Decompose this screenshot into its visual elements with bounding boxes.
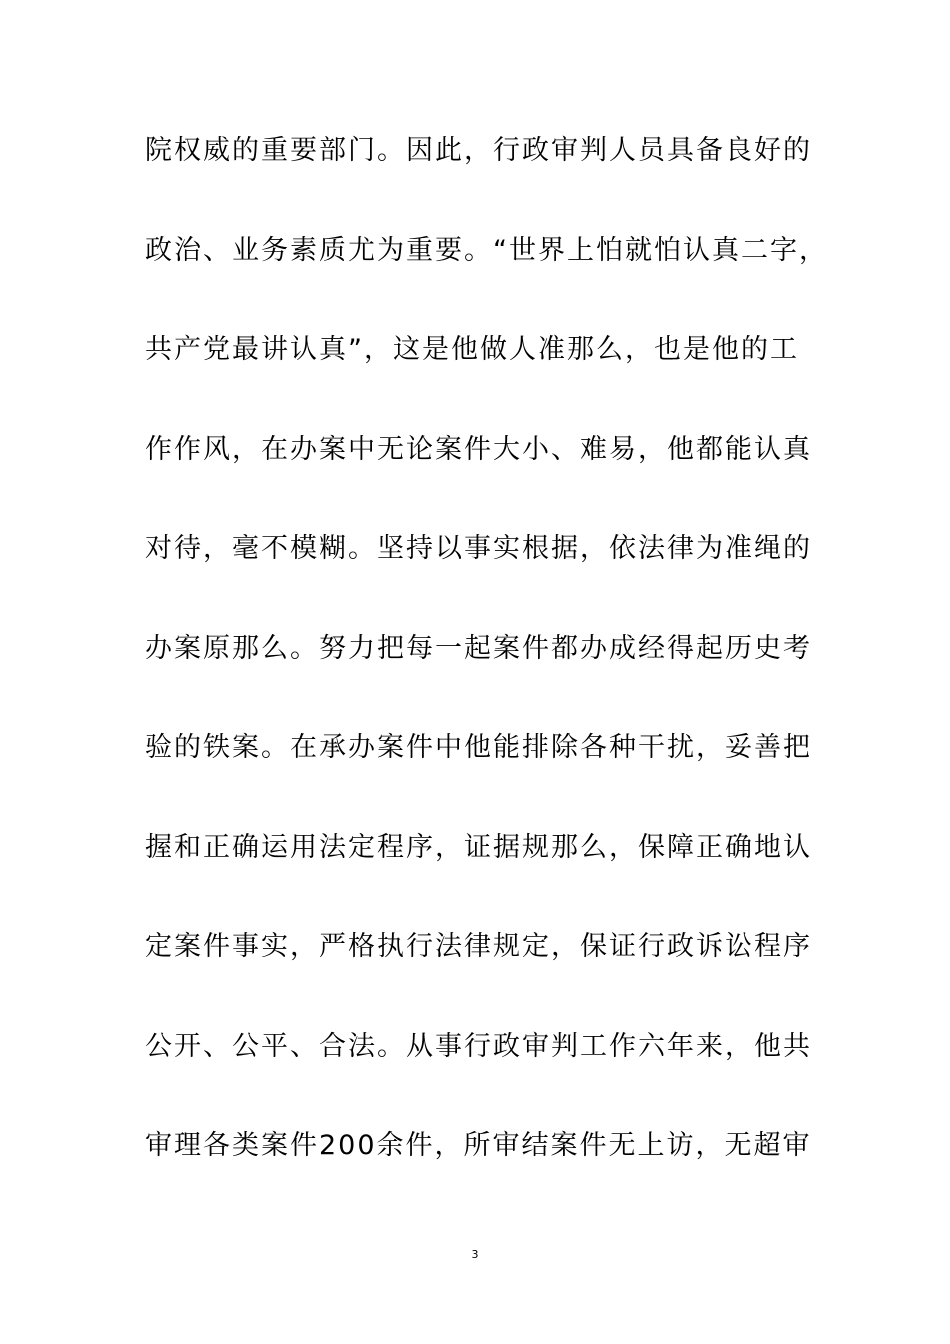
page-number: 3 [471, 1248, 479, 1261]
text-line: 政治、业务素质尤为重要。“世界上怕就怕认真二字， [145, 234, 828, 266]
text-line: 作作风，在办案中无论案件大小、难易，他都能认真 [145, 433, 812, 465]
text-line: 院权威的重要部门。因此，行政审判人员具备良好的 [145, 135, 812, 166]
text-line: 验的铁案。在承办案件中他能排除各种干扰，妥善把 [145, 732, 812, 763]
text-line: 公开、公平、合法。从事行政审判工作六年来，他共 [145, 1030, 812, 1062]
text-line: 对待，毫不模糊。坚持以事实根据，依法律为准绳的 [145, 533, 812, 564]
text-line: 办案原那么。努力把每一起案件都办成经得起历史考 [145, 632, 812, 664]
text-line: 审理各类案件200余件，所审结案件无上访，无超审 [145, 1130, 812, 1161]
text-line: 共产党最讲认真”，这是他做人准那么，也是他的工 [145, 334, 799, 365]
body-text [145, 124, 828, 1219]
text-line: 定案件事实，严格执行法律规定，保证行政诉讼程序 [145, 931, 812, 962]
text-line: 握和正确运用法定程序，证据规那么，保障正确地认 [145, 831, 812, 863]
